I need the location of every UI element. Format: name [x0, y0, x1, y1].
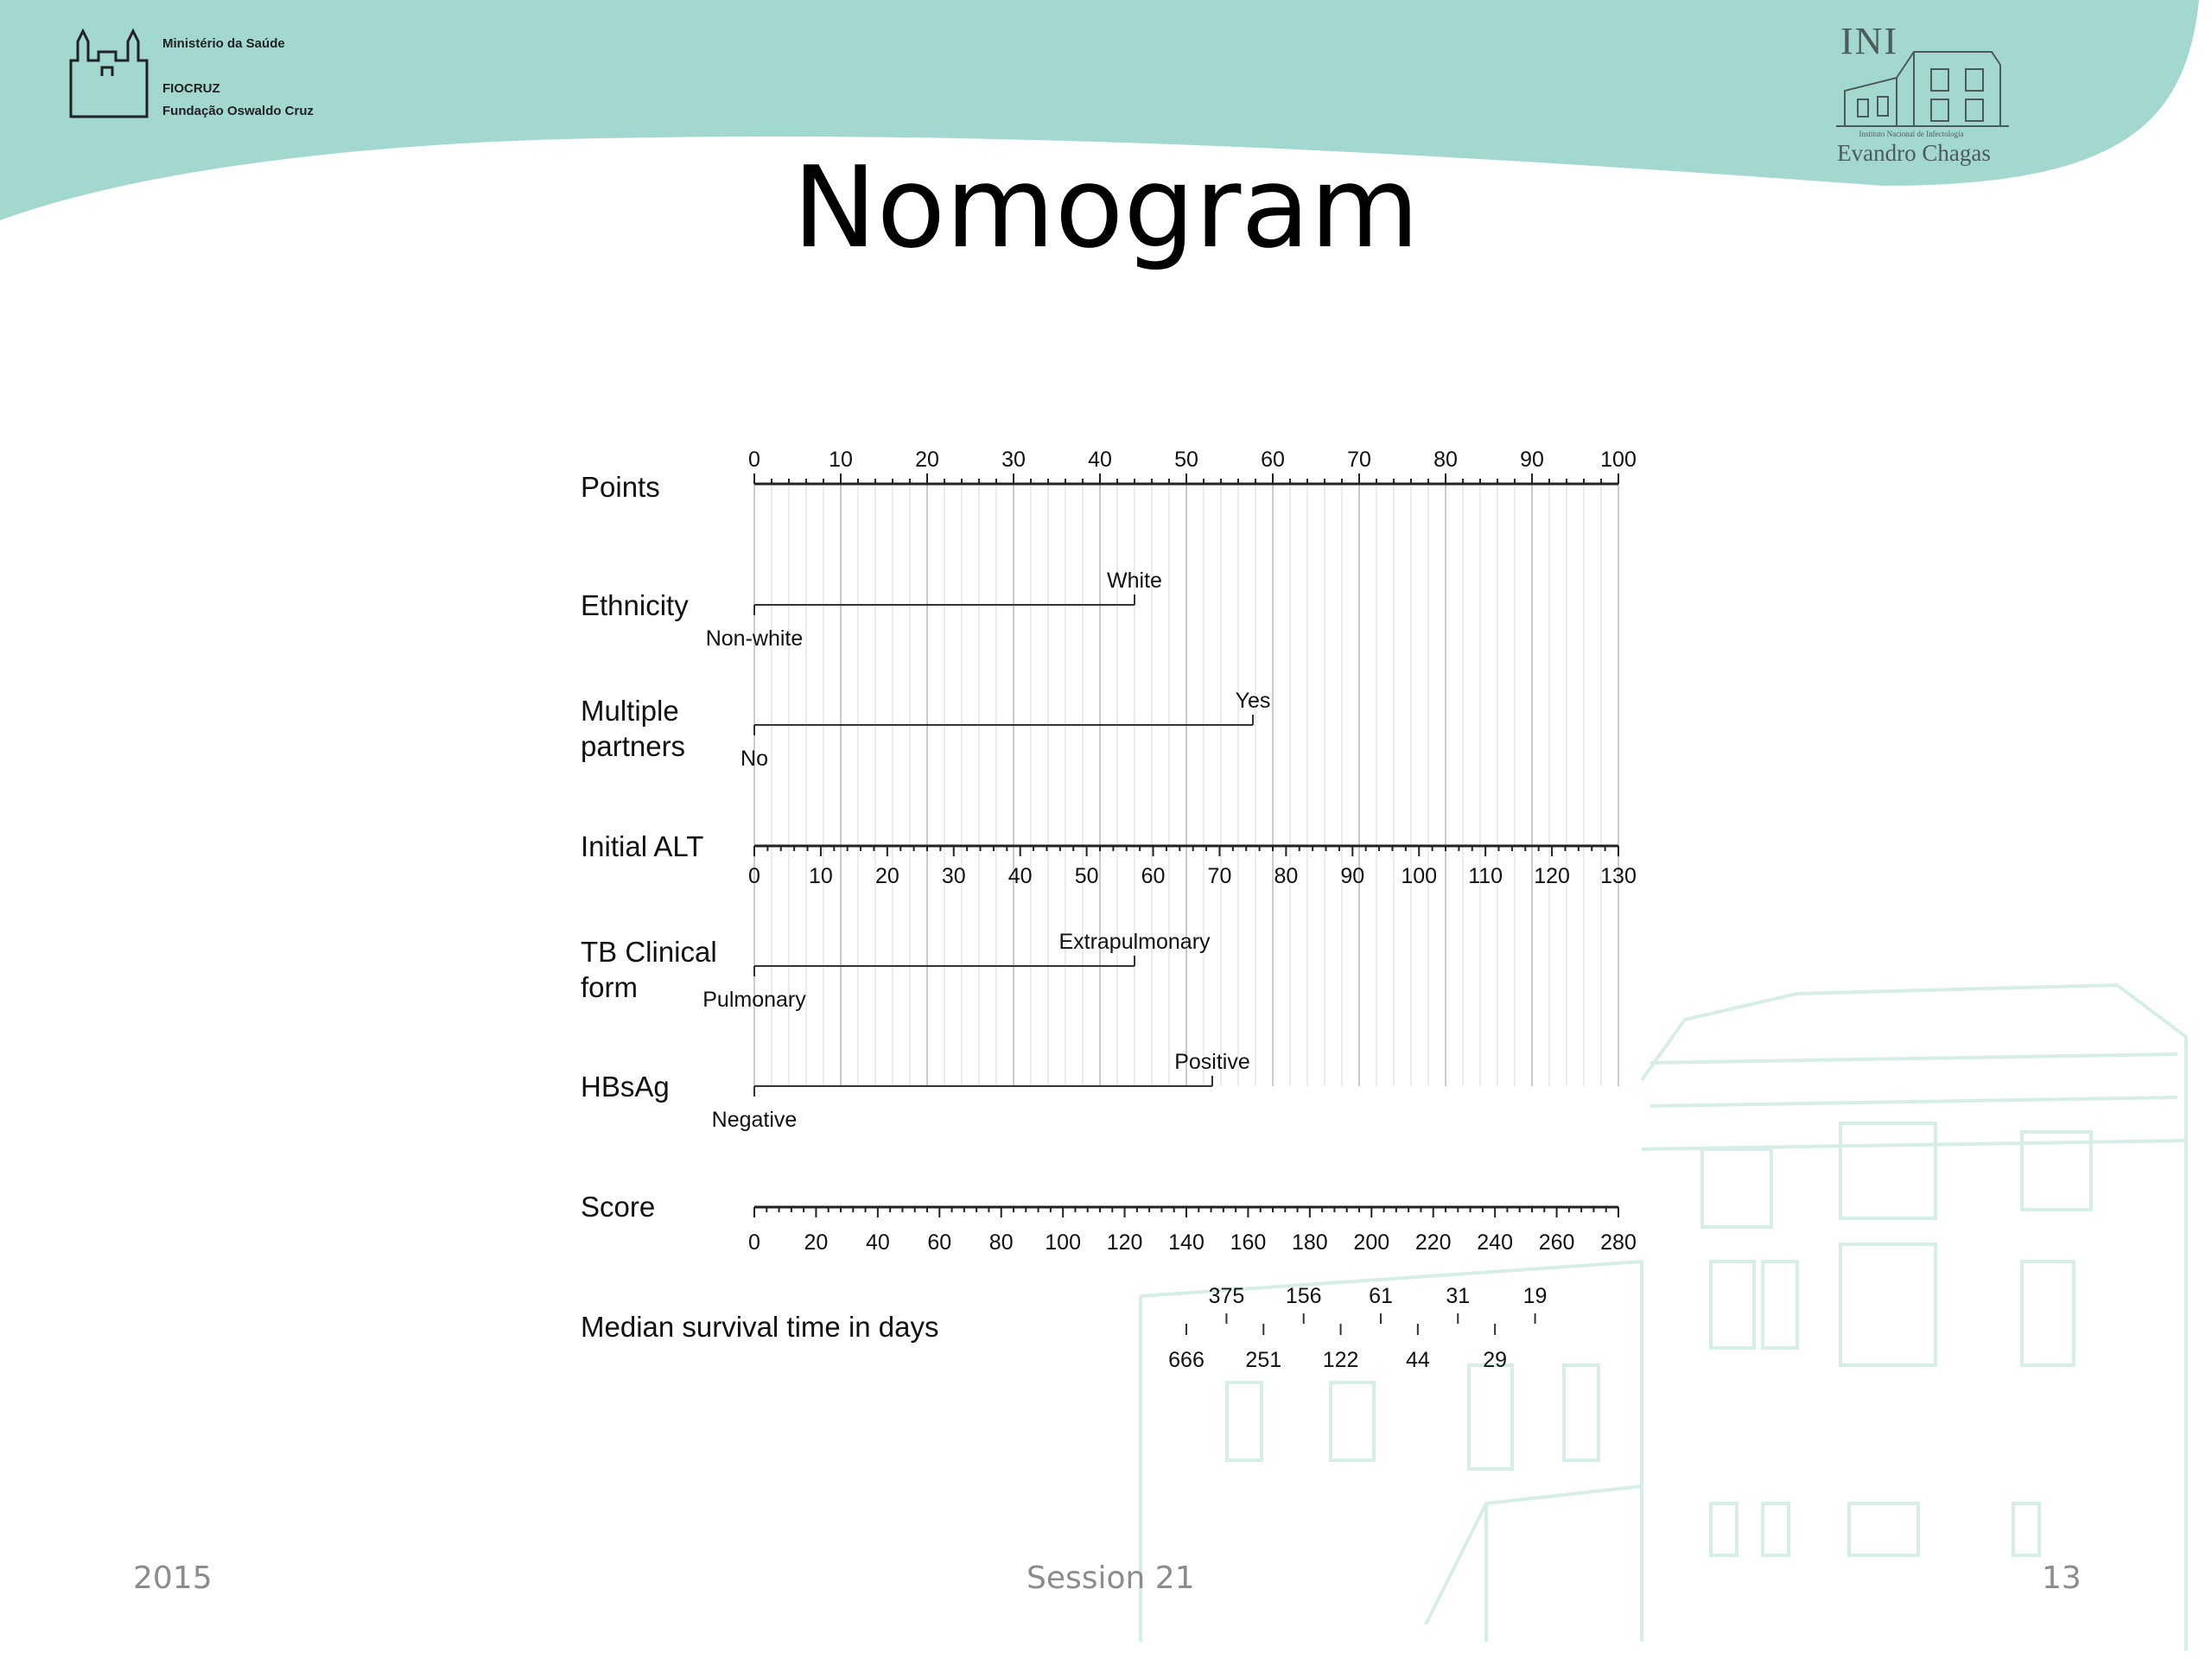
score-axis-label: Score — [581, 1191, 656, 1223]
score-tick-label: 220 — [1414, 1230, 1452, 1255]
score-tick-label: 40 — [865, 1230, 890, 1255]
ini-name-text: Evandro Chagas — [1837, 140, 1991, 166]
survival-upper-label: 375 — [1208, 1284, 1245, 1308]
alt-tick-label: 40 — [1007, 864, 1033, 888]
alt-tick-label: 80 — [1274, 864, 1299, 888]
survival-upper-label: 61 — [1369, 1284, 1393, 1308]
score-tick-label: 20 — [804, 1230, 829, 1255]
alt-tick-label: 100 — [1401, 864, 1438, 888]
predictor-level-label: No — [741, 747, 768, 771]
predictor-level-label: Positive — [1174, 1050, 1250, 1074]
score-tick-label: 100 — [1045, 1230, 1082, 1255]
predictor-label: form — [581, 971, 638, 1003]
alt-tick-label: 30 — [941, 864, 966, 888]
score-tick-label: 120 — [1106, 1230, 1143, 1255]
alt-tick-label: 120 — [1534, 864, 1570, 888]
points-tick-label: 90 — [1520, 448, 1544, 472]
alt-tick-label: 60 — [1141, 864, 1166, 888]
score-tick-label: 200 — [1353, 1230, 1390, 1255]
fiocruz-text: FIOCRUZ — [162, 81, 220, 96]
alt-tick-label: 20 — [874, 864, 899, 888]
predictor-label: Multiple — [581, 695, 679, 727]
points-tick-label: 0 — [748, 448, 760, 472]
points-tick-label: 70 — [1347, 448, 1371, 472]
survival-lower-label: 29 — [1483, 1348, 1508, 1372]
score-tick-label: 80 — [988, 1230, 1014, 1255]
points-tick-label: 80 — [1433, 448, 1458, 472]
alt-tick-label: 70 — [1207, 864, 1232, 888]
predictor-level-label: White — [1107, 569, 1162, 593]
score-tick-label: 260 — [1538, 1230, 1575, 1255]
predictor-label: HBsAg — [581, 1071, 670, 1103]
survival-upper-label: 156 — [1285, 1284, 1322, 1308]
predictor-label: TB Clinical — [581, 936, 717, 968]
ministry-text: Ministério da Saúde — [162, 36, 285, 51]
footer-year: 2015 — [133, 1560, 213, 1596]
points-tick-label: 60 — [1261, 448, 1285, 472]
score-tick-label: 140 — [1168, 1230, 1205, 1255]
predictor-level-label: Negative — [711, 1108, 798, 1132]
ini-logo-title: INI — [1840, 20, 1899, 62]
score-tick-label: 180 — [1291, 1230, 1328, 1255]
points-axis-label: Points — [581, 471, 660, 503]
slide-title: Nomogram — [792, 142, 1420, 273]
points-tick-label: 50 — [1174, 448, 1198, 472]
score-tick-label: 60 — [927, 1230, 952, 1255]
alt-tick-label: 110 — [1468, 864, 1503, 888]
ini-institute-text: Instituto Nacional de Infectologia — [1859, 130, 1964, 138]
predictor-level-label: Non-white — [705, 626, 804, 651]
score-tick-label: 160 — [1230, 1230, 1267, 1255]
survival-upper-label: 31 — [1446, 1284, 1471, 1308]
points-tick-label: 40 — [1088, 448, 1112, 472]
survival-lower-label: 666 — [1168, 1348, 1205, 1372]
predictor-label: Ethnicity — [581, 589, 689, 621]
predictor-level-label: Extrapulmonary — [1058, 930, 1211, 954]
survival-lower-label: 122 — [1322, 1348, 1359, 1372]
points-tick-label: 100 — [1600, 448, 1637, 472]
footer-page-number: 13 — [2042, 1560, 2082, 1596]
survival-upper-label: 19 — [1522, 1284, 1548, 1308]
points-tick-label: 20 — [915, 448, 939, 472]
predictor-level-label: Pulmonary — [702, 988, 806, 1012]
predictor-label: Initial ALT — [581, 830, 704, 862]
footer-session: Session 21 — [1027, 1560, 1195, 1596]
alt-tick-label: 130 — [1600, 864, 1637, 888]
score-tick-label: 240 — [1477, 1230, 1514, 1255]
alt-tick-label: 90 — [1340, 864, 1365, 888]
alt-tick-label: 10 — [809, 864, 833, 888]
score-tick-label: 280 — [1600, 1230, 1637, 1255]
survival-lower-label: 251 — [1245, 1348, 1282, 1372]
alt-tick-label: 50 — [1074, 864, 1099, 888]
score-tick-label: 0 — [748, 1230, 760, 1255]
predictor-label: partners — [581, 730, 686, 762]
foundation-text: Fundação Oswaldo Cruz — [162, 104, 315, 118]
predictor-level-label: Yes — [1235, 689, 1271, 713]
points-tick-label: 10 — [829, 448, 853, 472]
points-tick-label: 30 — [1001, 448, 1026, 472]
survival-lower-label: 44 — [1405, 1348, 1430, 1372]
survival-axis-label: Median survival time in days — [581, 1311, 939, 1343]
alt-tick-label: 0 — [748, 864, 760, 888]
